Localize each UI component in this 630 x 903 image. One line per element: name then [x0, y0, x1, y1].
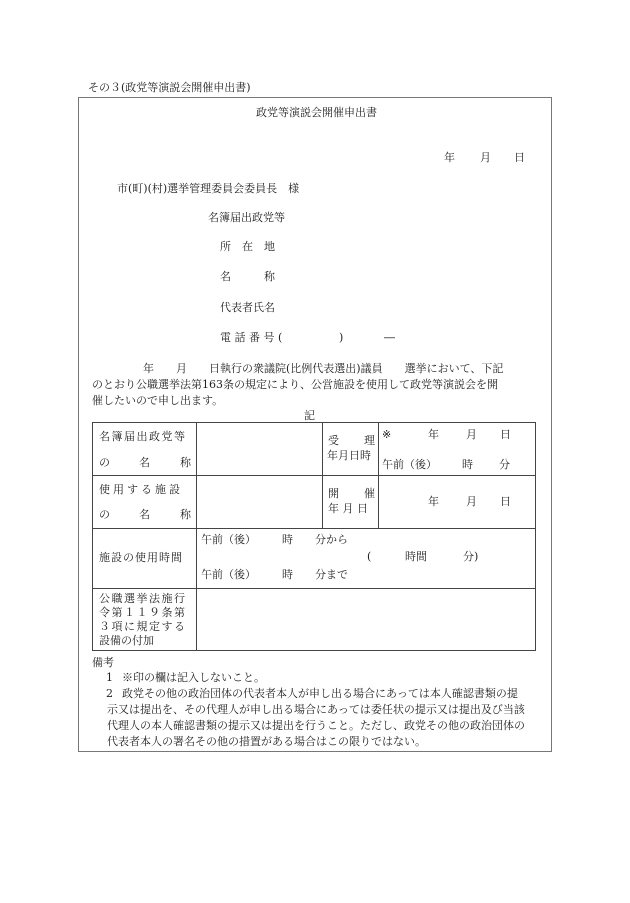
date-day-label: 日 [514, 151, 525, 164]
receipt-mark: ※ [382, 428, 392, 441]
receipt-minute: 分 [499, 458, 510, 471]
facility-name-label-no: の [99, 508, 110, 521]
note-2-line4: 代表者本人の署名その他の措置がある場合はこの限りではない。 [107, 735, 426, 748]
from-ampm: 午前（後） [201, 533, 256, 546]
receipt-day: 日 [500, 428, 511, 441]
from-hour: 時 [282, 533, 293, 546]
held-day: 日 [500, 495, 511, 508]
note-2-number: 2 [106, 687, 113, 700]
party-name-label-na: 名 [139, 456, 150, 469]
to-ampm: 午前（後） [201, 568, 256, 581]
receipt-label-ju: 受 [328, 434, 339, 447]
body-text-line1: 年 月 日執行の衆議院(比例代表選出)議員 選挙において、下記 [143, 362, 504, 375]
ki-label: 記 [304, 409, 315, 422]
usage-time-label: 施設の使用時間 [99, 551, 183, 564]
receipt-year: 年 [428, 428, 439, 441]
to-minute: 分まで [315, 568, 348, 581]
phone-label: 電 話 番 号 ( [220, 331, 283, 344]
form-number: その３(政党等演説会開催申出書) [88, 81, 251, 94]
equipment-label-line1: 公職選挙法施行 [99, 592, 187, 605]
to-hour: 時 [282, 568, 293, 581]
facility-name-field[interactable] [199, 479, 320, 525]
applicant-heading: 名簿届出政党等 [208, 211, 285, 224]
equipment-label-line3: ３項に規定する [99, 620, 187, 633]
receipt-hour: 時 [462, 458, 473, 471]
address-label: 所 在 地 [220, 240, 275, 253]
date-month-label: 月 [480, 151, 491, 164]
note-2-line3: 代理人の本人確認書類の提示又は提出を行うこと。ただし、政党その他の政治団体の [107, 719, 525, 732]
held-label-sai: 催 [364, 487, 375, 500]
representative-label: 代表者氏名 [220, 301, 275, 314]
receipt-label-ri: 理 [364, 434, 375, 447]
held-label-date: 年 月 日 [328, 502, 368, 515]
party-name-field[interactable] [199, 426, 320, 472]
duration-open-paren: ( [367, 550, 372, 563]
receipt-month: 月 [466, 428, 477, 441]
from-minute: 分から [315, 533, 348, 546]
facility-name-label-sho: 称 [180, 508, 191, 521]
equipment-field[interactable] [199, 592, 532, 647]
addressee: 市(町)(村)選挙管理委員会委員長 様 [117, 182, 300, 195]
form-title: 政党等演説会開催申出書 [256, 106, 377, 119]
facility-name-label-na: 名 [139, 508, 150, 521]
receipt-label-datetime: 年月日時 [327, 449, 371, 462]
equipment-label-line4: 設備の付加 [99, 634, 154, 647]
facility-name-label-line1: 使用する施設 [99, 483, 183, 496]
held-label-kai: 開 [328, 487, 339, 500]
name-label: 名 称 [220, 270, 275, 283]
note-2-line2: 示又は提出を、その代理人が申し出る場合にあっては委任状の提示又は提出及び当該 [107, 703, 525, 716]
note-2-line1: 政党その他の政治団体の代表者本人が申し出る場合にあっては本人確認書類の提 [122, 687, 518, 700]
notes-heading: 備考 [92, 656, 114, 669]
duration-minutes: 分) [463, 550, 479, 563]
body-text-line3: 催したいので申し出ます。 [92, 394, 224, 407]
held-year: 年 [428, 495, 439, 508]
date-year-label: 年 [444, 151, 455, 164]
receipt-ampm: 午前（後） [382, 458, 437, 471]
body-text-line2: のとおり公職選挙法第163条の規定により、公営施設を使用して政党等演説会を開 [92, 378, 498, 391]
note-1-number: 1 [106, 671, 113, 684]
equipment-label-line2: 令第１１９条第 [99, 606, 187, 619]
phone-close-paren: ) [339, 331, 344, 344]
party-name-label-sho: 称 [180, 456, 191, 469]
party-name-label-line1: 名簿届出政党等 [99, 430, 187, 443]
party-name-label-no: の [99, 456, 110, 469]
duration-hours: 時間 [405, 550, 427, 563]
held-month: 月 [466, 495, 477, 508]
phone-dash: ― [384, 331, 395, 344]
note-1-text: ※印の欄は記入しないこと。 [122, 671, 265, 684]
